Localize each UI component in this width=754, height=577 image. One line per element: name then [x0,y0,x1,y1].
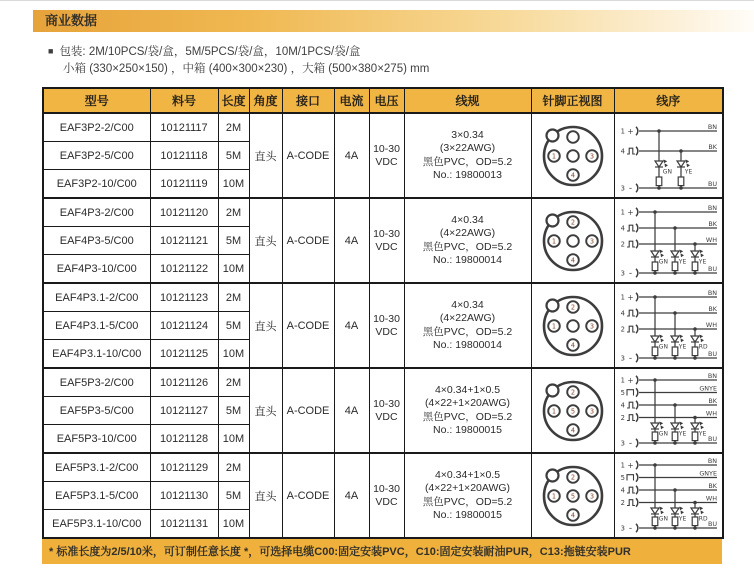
svg-text:RD: RD [699,515,708,522]
part-number-cell: 10121130 [150,482,218,510]
model-cell: EAF4P3-10/C00 [43,255,150,284]
svg-text:YE: YE [699,430,707,437]
wire-spec-line: (4×22+1×20AWG) [424,482,511,494]
svg-text:YE: YE [679,343,687,350]
wire-spec-line: (4×22AWG) [439,227,496,239]
svg-text:3: 3 [620,524,626,532]
svg-text:BU: BU [708,434,718,443]
svg-text:5: 5 [570,491,575,500]
current-cell: 4A [334,283,369,368]
svg-text:1: 1 [551,491,556,500]
wire-spec-line: No.: 19800015 [433,424,502,436]
svg-text:-: - [629,268,633,279]
voltage-cell: 10-30 VDC [369,113,404,198]
model-cell: EAF5P3.1-2/C00 [43,453,150,482]
col-header-wire-sequence: 线序 [614,88,723,113]
page-title: 商业数据 [45,13,98,28]
svg-text:5: 5 [620,388,626,397]
svg-text:-: - [629,523,633,534]
col-header-voltage: 电压 [369,88,404,113]
interface-cell: A-CODE [282,113,334,198]
part-number-cell: 10121118 [150,142,218,170]
svg-text:BK: BK [708,481,718,490]
svg-text:YE: YE [685,168,693,175]
model-cell: EAF4P3-5/C00 [43,227,150,255]
length-cell: 5M [218,397,249,425]
packaging-note [48,43,754,78]
svg-text:2: 2 [620,240,626,248]
svg-text:GN: GN [659,258,669,265]
svg-text:4: 4 [570,255,575,264]
svg-text:2: 2 [570,302,575,311]
part-number-cell: 10121131 [150,510,218,539]
current-cell: 4A [334,198,369,283]
angle-cell: 直头 [249,113,282,198]
length-cell: 5M [218,312,249,340]
model-cell: EAF5P3-5/C00 [43,397,150,425]
svg-text:BN: BN [708,371,718,380]
packaging-line-2: 小箱 (330×250×150) ，中箱 (400×300×230) ，大箱 (500×380×275) mm [63,63,430,75]
model-cell: EAF5P3.1-5/C00 [43,482,150,510]
model-cell: EAF4P3.1-5/C00 [43,312,150,340]
svg-text:2: 2 [620,413,626,422]
wire-spec-line: (4×22+1×20AWG) [424,397,511,409]
angle-cell: 直头 [249,283,282,368]
svg-text:YE: YE [679,258,687,265]
svg-text:5: 5 [570,406,575,415]
voltage-cell: 10-30 VDC [369,453,404,538]
wire-spec-line: 黑色PVC，OD=5.2 [422,410,513,423]
wire-spec-line: 黑色PVC，OD=5.2 [422,495,513,508]
wiring-schematic [615,287,721,365]
svg-text:1: 1 [620,293,626,301]
model-cell: EAF5P3-10/C00 [43,425,150,454]
svg-text:RD: RD [699,343,708,350]
svg-text:YE: YE [699,258,707,265]
svg-text:4: 4 [570,170,575,179]
pin-view-cell [531,368,614,453]
svg-text:4: 4 [620,309,626,317]
length-cell: 10M [218,425,249,454]
svg-text:1: 1 [620,208,626,216]
svg-text:WH: WH [706,494,718,503]
col-header-angle: 角度 [249,88,282,113]
col-header-length: 长度 [218,88,249,113]
table-row [43,368,723,397]
model-cell: EAF4P3.1-2/C00 [43,283,150,312]
svg-text:2: 2 [570,387,575,396]
svg-text:BN: BN [708,456,718,465]
length-cell: 2M [218,283,249,312]
svg-text:+: + [627,292,634,302]
svg-text:GNYE: GNYE [699,384,718,393]
model-cell: EAF3P2-10/C00 [43,170,150,199]
svg-text:3: 3 [589,491,594,500]
pin-view-cell [531,283,614,368]
pin-view-cell [531,453,614,538]
wire-spec-line: 黑色PVC，OD=5.2 [422,240,513,253]
svg-text:1: 1 [551,406,556,415]
voltage-cell: 10-30 VDC [369,198,404,283]
pin-view-cell [531,198,614,283]
svg-text:GN: GN [659,515,669,522]
svg-text:4: 4 [620,401,626,409]
wiring-schematic [615,202,721,280]
svg-text:+: + [627,207,634,217]
svg-text:GN: GN [659,343,669,350]
packaging-line-1: ■ 包装: 2M/10PCS/袋/盒，5M/5PCS/袋/盒，10M/1PCS/袋/盒 [48,46,361,58]
wire-spec-line: No.: 19800015 [433,509,502,521]
svg-text:-: - [629,353,633,364]
length-cell: 10M [218,255,249,284]
svg-text:1: 1 [620,127,626,135]
svg-text:BK: BK [708,304,718,313]
wiring-schematic [615,372,721,450]
pin-face-diagram [538,375,608,447]
svg-text:BU: BU [708,519,718,528]
wire-sequence-cell [614,453,723,538]
length-cell: 2M [218,113,249,142]
pin-face-diagram [538,120,608,192]
table-row [43,283,723,312]
svg-text:1: 1 [620,376,626,384]
wire-spec-line: (4×22AWG) [439,312,496,324]
model-cell: EAF3P2-5/C00 [43,142,150,170]
angle-cell: 直头 [249,198,282,283]
svg-text:2: 2 [570,472,575,481]
svg-text:4: 4 [620,224,626,232]
part-number-cell: 10121121 [150,227,218,255]
svg-text:GN: GN [663,168,673,175]
pin-face-diagram [538,205,608,277]
wire-spec-line: No.: 19800014 [433,339,502,351]
length-cell: 10M [218,340,249,369]
wire-sequence-cell [614,368,723,453]
col-header-interface: 接口 [282,88,334,113]
svg-text:BK: BK [708,219,718,228]
pin-face-diagram [538,460,608,532]
part-number-cell: 10121128 [150,425,218,454]
svg-text:WH: WH [706,409,718,418]
col-header-model: 型号 [43,88,150,113]
table-row [43,113,723,142]
length-cell: 2M [218,368,249,397]
part-number-cell: 10121122 [150,255,218,284]
length-cell: 2M [218,453,249,482]
svg-text:4: 4 [570,425,575,434]
svg-text:BK: BK [708,396,718,405]
voltage-cell: 10-30 VDC [369,283,404,368]
voltage-cell: 10-30 VDC [369,368,404,453]
table-body [43,113,723,538]
wire-spec-line: 黑色PVC，OD=5.2 [422,325,513,338]
model-cell: EAF5P3-2/C00 [43,368,150,397]
svg-text:BN: BN [708,122,718,131]
wiring-schematic [615,457,721,535]
svg-text:3: 3 [589,406,594,415]
part-number-cell: 10121119 [150,170,218,199]
svg-text:WH: WH [706,235,718,244]
model-cell: EAF4P3-2/C00 [43,198,150,227]
svg-text:BN: BN [708,288,718,297]
svg-text:YE: YE [679,515,687,522]
wire-spec-line: 4×0.34 [451,213,484,226]
length-cell: 5M [218,142,249,170]
svg-text:1: 1 [620,461,626,469]
svg-text:4: 4 [620,147,626,155]
svg-text:3: 3 [620,184,626,192]
square-bullet-icon: ■ [48,46,54,56]
wire-spec-cell [404,283,531,368]
svg-text:+: + [627,375,634,385]
svg-text:4: 4 [570,510,575,519]
pin-view-cell [531,113,614,198]
svg-text:1: 1 [551,151,556,160]
part-number-cell: 10121127 [150,397,218,425]
wire-spec-line: No.: 19800014 [433,254,502,266]
wire-spec-cell [404,453,531,538]
svg-text:GN: GN [659,430,669,437]
model-cell: EAF5P3.1-10/C00 [43,510,150,539]
svg-text:3: 3 [620,269,626,277]
length-cell: 10M [218,510,249,539]
svg-text:+: + [627,126,634,136]
part-number-cell: 10121125 [150,340,218,369]
svg-text:4: 4 [620,486,626,494]
model-cell: EAF4P3.1-10/C00 [43,340,150,369]
svg-text:4: 4 [570,340,575,349]
svg-text:-: - [629,183,633,194]
col-header-part-no: 料号 [150,88,218,113]
col-header-current: 电流 [334,88,369,113]
wire-spec-line: 黑色PVC，OD=5.2 [422,155,513,168]
svg-text:BU: BU [708,179,718,188]
svg-text:BK: BK [708,142,718,151]
svg-text:BN: BN [708,203,718,212]
wire-spec-line: 4×0.34+1×0.5 [434,468,501,481]
part-number-cell: 10121123 [150,283,218,312]
model-cell: EAF3P2-2/C00 [43,113,150,142]
svg-text:3: 3 [620,439,626,447]
wire-spec-cell [404,198,531,283]
length-cell: 10M [218,170,249,199]
wire-spec-line: 4×0.34+1×0.5 [434,383,501,396]
svg-text:3: 3 [589,151,594,160]
part-number-cell: 10121129 [150,453,218,482]
footnote-bar: * 标准长度为2/5/10米，可订制任意长度 *，可选择电缆C00:固定安装PVC，C10:固定安装耐油PUR，C13:拖链安装PUR [42,539,722,564]
interface-cell: A-CODE [282,453,334,538]
svg-text:WH: WH [706,320,718,329]
length-cell: 2M [218,198,249,227]
wire-sequence-cell [614,283,723,368]
svg-text:BU: BU [708,349,718,358]
angle-cell: 直头 [249,453,282,538]
svg-text:2: 2 [620,498,626,507]
col-header-wire-gauge: 线规 [404,88,531,113]
interface-cell: A-CODE [282,368,334,453]
pin-face-diagram [538,290,608,362]
svg-text:GNYE: GNYE [699,469,718,478]
svg-text:3: 3 [589,236,594,245]
interface-cell: A-CODE [282,283,334,368]
wire-spec-line: No.: 19800013 [433,169,502,181]
section-title-bar [33,10,754,32]
wire-spec-line: (3×22AWG) [439,142,496,154]
wire-spec-line: 3×0.34 [451,128,484,141]
table-row [43,198,723,227]
wire-spec-cell [404,368,531,453]
svg-text:1: 1 [551,236,556,245]
table-row [43,453,723,482]
svg-text:3: 3 [620,354,626,362]
current-cell: 4A [334,368,369,453]
part-number-cell: 10121120 [150,198,218,227]
svg-text:YE: YE [679,430,687,437]
part-number-cell: 10121117 [150,113,218,142]
angle-cell: 直头 [249,368,282,453]
table-header-row [43,88,723,113]
svg-text:2: 2 [620,325,626,333]
wire-spec-cell [404,113,531,198]
col-header-pin-view: 针脚正视图 [531,88,614,113]
product-spec-table [42,87,724,539]
svg-text:3: 3 [589,321,594,330]
length-cell: 5M [218,227,249,255]
part-number-cell: 10121124 [150,312,218,340]
current-cell: 4A [334,113,369,198]
svg-text:5: 5 [620,473,626,482]
wire-sequence-cell [614,113,723,198]
length-cell: 5M [218,482,249,510]
interface-cell: A-CODE [282,198,334,283]
svg-text:-: - [629,438,633,449]
wire-spec-line: 4×0.34 [451,298,484,311]
wire-sequence-cell [614,198,723,283]
svg-text:2: 2 [570,217,575,226]
part-number-cell: 10121126 [150,368,218,397]
svg-text:BU: BU [708,264,718,273]
svg-text:1: 1 [551,321,556,330]
current-cell: 4A [334,453,369,538]
wiring-schematic [615,117,721,195]
svg-text:+: + [627,460,634,470]
